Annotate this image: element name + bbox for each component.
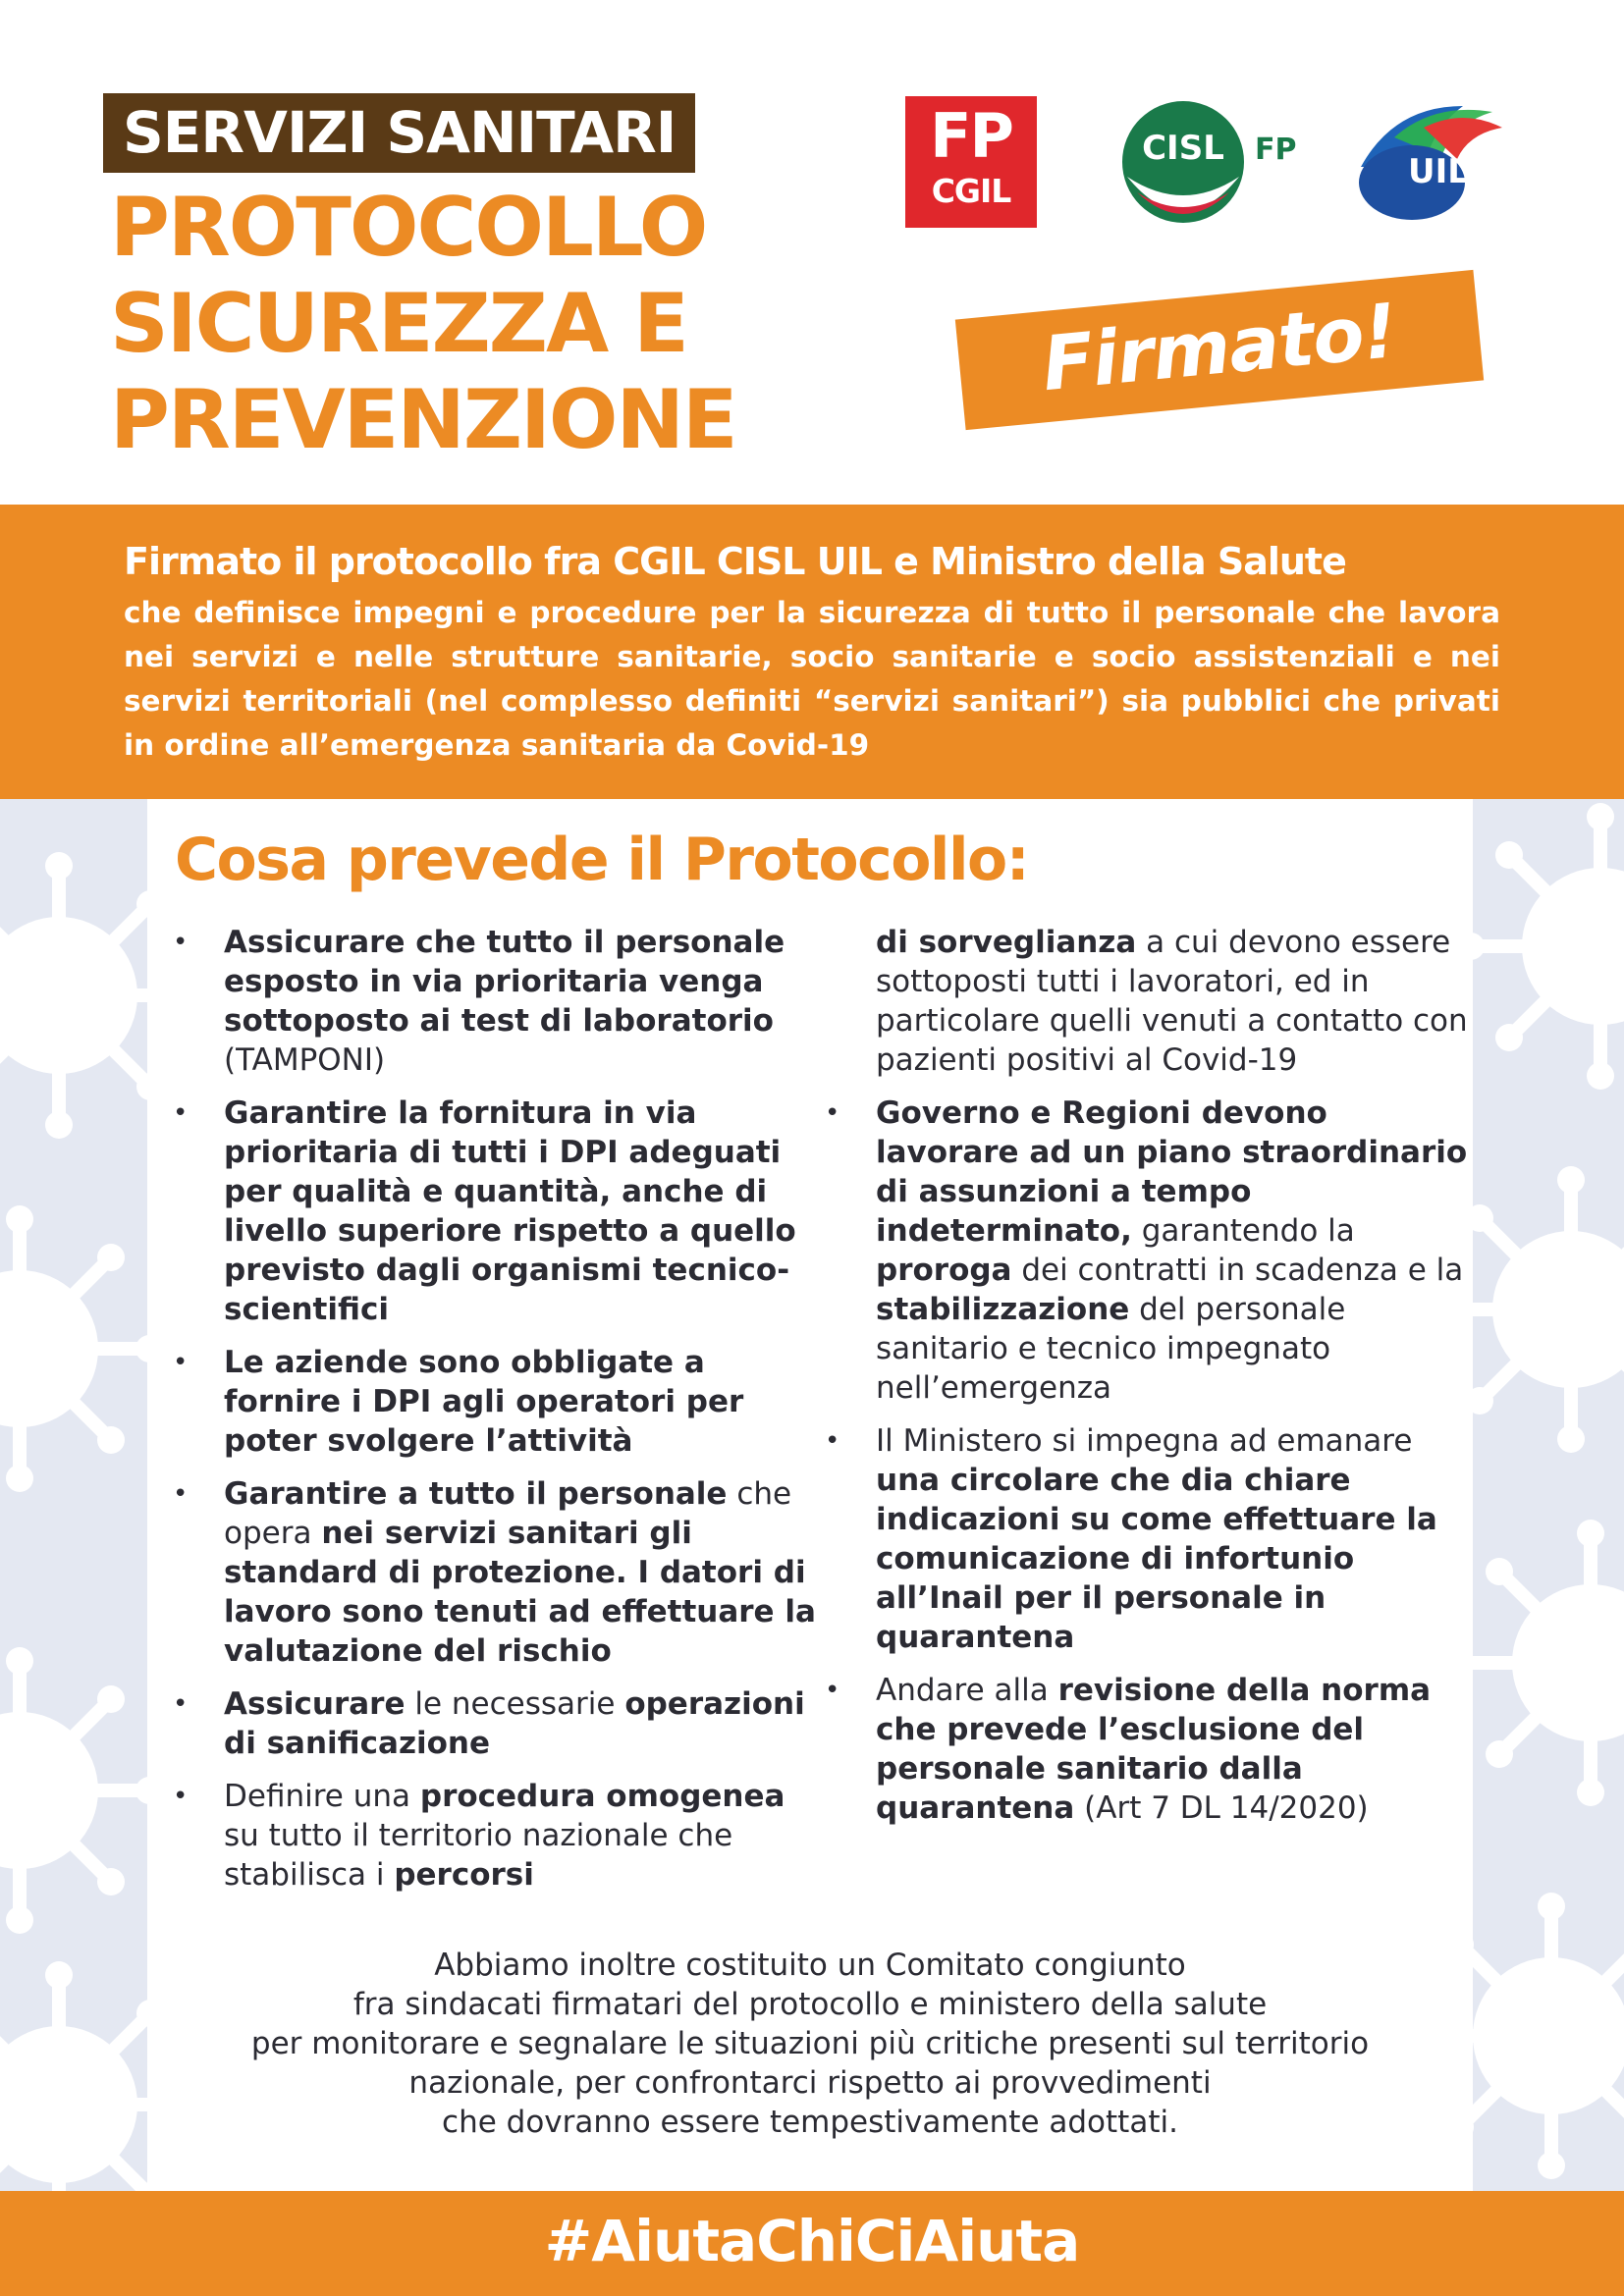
title-line-2: SICUREZZA E [110,276,687,371]
list-item [173,1474,823,1671]
item-text-bold: proroga [876,1253,1012,1288]
item-text: Definire una [224,1779,420,1814]
item-text-bold: di sorveglianza [876,925,1137,960]
cisl-fp-logo [1119,98,1326,226]
item-text: a cui devono essere sottoposti tutti i lavoratori, ed in particolare quelli venuti a contatto con pazienti positivi al Covid-19 [876,925,1468,1078]
intro-text-bold: “servizi sanitari” [813,684,1097,718]
item-text-bold: percorsi [394,1857,534,1893]
bullet: • [825,1676,840,1705]
list-item [173,923,823,1080]
item-text: Andare alla [876,1673,1058,1708]
item-text: del personale sanitario e tecnico impegnato nell’emergenza [876,1292,1346,1406]
fp-cgil-logo-line1: FP [930,100,1012,172]
right-column [825,923,1475,1842]
item-text: che opera [224,1476,792,1551]
item-text: (TAMPONI) [224,1042,386,1078]
left-column [173,923,823,1908]
fp-cgil-logo-line2: CGIL [931,172,1011,210]
closing-line: per monitorare e segnalare le situazioni più critiche presenti sul territorio [250,2026,1370,2061]
cisl-logo-suffix: FP [1255,133,1297,167]
item-text-bold: operazioni di sanificazione [224,1686,805,1761]
closing-line: Abbiamo inoltre costituito un Comitato congiunto [434,1948,1186,1983]
footer-hashtag: #AiutaChiCiAiuta [544,2208,1080,2274]
bullet: • [173,1098,189,1128]
list-item [173,1777,823,1895]
title-line-3: PREVENZIONE [110,372,736,467]
closing-line: che dovranno essere tempestivamente adottati. [442,2105,1178,2140]
item-text-bold: una circolare che dia chiare indicazioni su come effettuare la comunicazione di infortunio all’Inail per il personale in quarantena [876,1463,1437,1655]
item-text-bold: Governo e Regioni devono lavorare ad un piano straordinario di assunzioni a tempo indeterminato, [876,1095,1468,1249]
kicker-label: SERVIZI SANITARI [103,93,695,173]
list-item-continued [876,923,1475,1080]
cisl-logo-text: CISL [1142,129,1224,168]
item-text-bold: stabilizzazione [876,1292,1130,1327]
intro-text [124,591,1500,768]
intro-text-part1: che definisce impegni e procedure per la sicurezza di tutto il personale che lavora nei servizi e nelle strutture sanitarie, socio sanitarie e socio assistenziali e nei servizi territoriali (nel complesso definiti [124,596,1500,718]
intro-title: Firmato il protocollo fra CGIL CISL UIL e Ministro della Salute [124,540,1346,583]
bullet: • [173,1689,189,1719]
bullet: • [825,1098,840,1128]
cisl-fp-logo-mark [1119,98,1326,226]
list-item [173,1343,823,1461]
fp-cgil-logo [905,96,1037,228]
item-text: le necessarie [405,1686,625,1722]
list-item [825,1421,1475,1657]
item-text-bold: Garantire la fornitura in via prioritaria di tutti i DPI adeguati per qualità e quantità, anche di livello superiore rispetto a quello previsto dagli organismi tecnico-scientifici [224,1095,796,1327]
bullet: • [173,1479,189,1509]
firmato-badge-text: Firmato! [1038,286,1400,408]
uil-logo-text: UILFPL [1408,152,1538,191]
bullet: • [173,1782,189,1811]
item-text: (Art 7 DL 14/2020) [1074,1790,1369,1826]
closing-paragraph [147,1946,1473,2142]
bullet: • [173,928,189,957]
item-text-bold: Le aziende sono obbligate a fornire i DPI agli operatori per poter svolgere l’attività [224,1345,744,1459]
item-text-bold: revisione della norma che prevede l’esclusione del personale sanitario dalla quarantena [876,1673,1432,1826]
item-text: dei contratti in scadenza e la [1011,1253,1464,1288]
list-item [825,1094,1475,1408]
item-text-bold: Assicurare che tutto il personale esposto in via prioritaria venga sottoposto ai test di laboratorio [224,925,785,1039]
intro-band [0,505,1624,799]
intro-text-part2: ) sia pubblici che privati in ordine all’emergenza sanitaria da Covid-19 [124,684,1500,762]
title-line-1: PROTOCOLLO [110,180,707,275]
item-text: Il Ministero si impegna ad emanare [876,1423,1413,1459]
closing-line: nazionale, per confrontarci rispetto ai provvedimenti [408,2065,1212,2101]
list-item [173,1684,823,1763]
bullet: • [825,1426,840,1456]
footer-band [0,2191,1624,2296]
item-text: garantendo la [1131,1213,1355,1249]
section-title: Cosa prevede il Protocollo: [175,826,1029,894]
item-text-bold: nei servizi sanitari gli standard di protezione. I datori di lavoro sono tenuti ad effettuare la valutazione del rischio [224,1516,816,1669]
firmato-badge [955,270,1484,430]
item-text-bold: procedura omogenea [419,1779,785,1814]
item-text-bold: Garantire a tutto il personale [224,1476,728,1512]
item-text-bold: Assicurare [224,1686,406,1722]
list-item [173,1094,823,1329]
uil-fpl-logo [1355,98,1551,226]
closing-line: fra sindacati firmatari del protocollo e ministero della salute [352,1987,1268,2022]
list-item [825,1671,1475,1828]
item-text: su tutto il territorio nazionale che stabilisca i [224,1818,733,1893]
uil-fpl-logo-mark [1355,98,1551,226]
bullet: • [173,1348,189,1377]
